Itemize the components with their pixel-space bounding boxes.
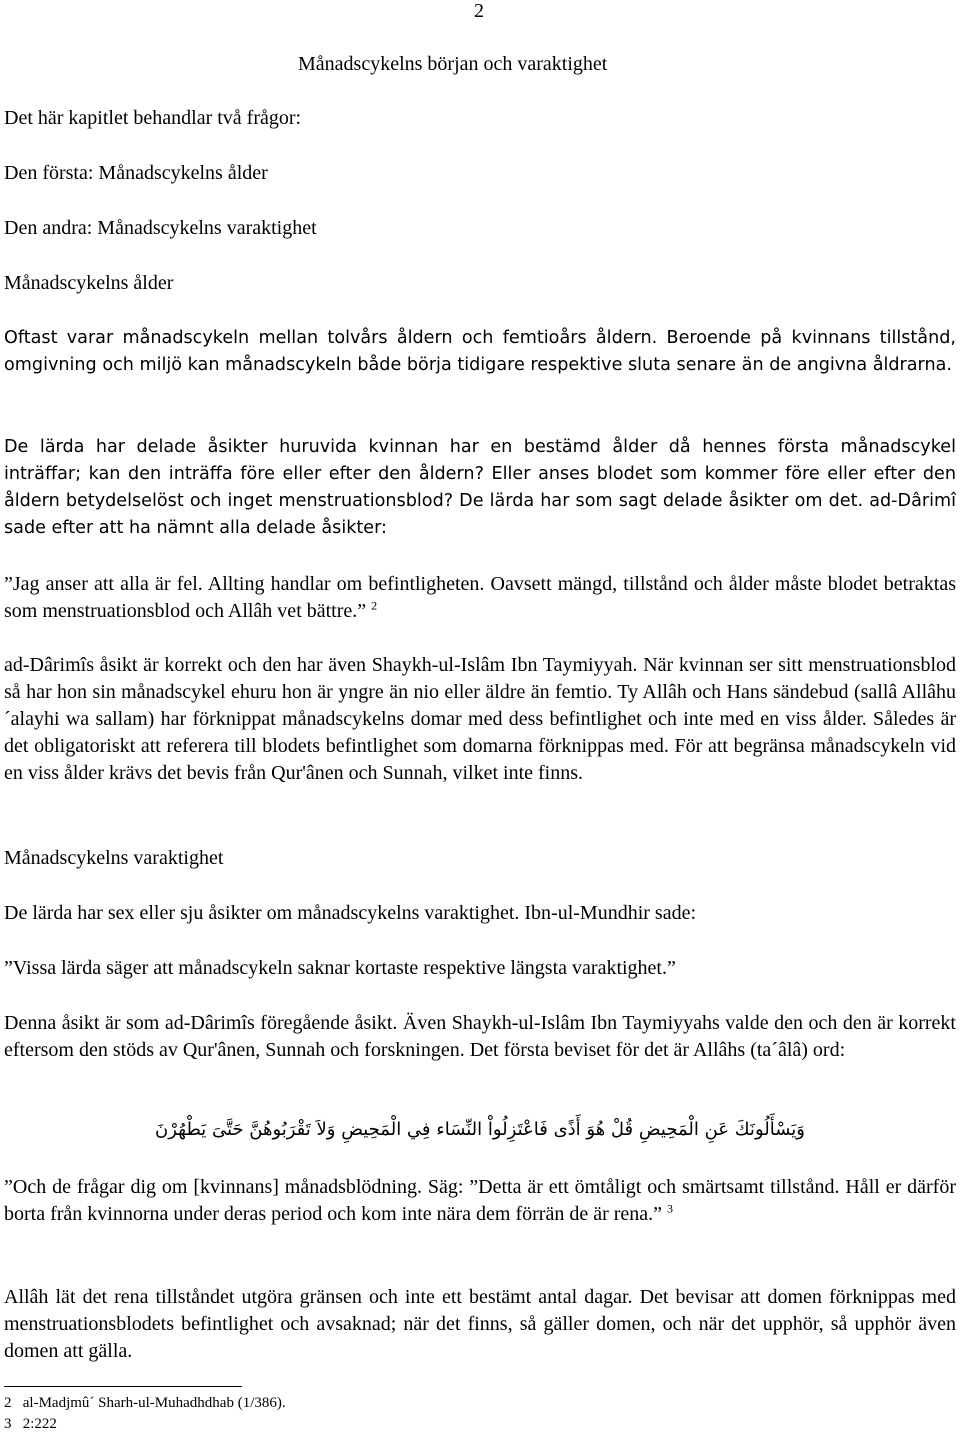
footnote-2-number: 2: [4, 1395, 12, 1411]
question-1: Den första: Månadscykelns ålder: [4, 162, 268, 184]
footnote-ref-2: 2: [371, 598, 378, 613]
paragraph-age-2: De lärda har delade åsikter huruvida kvinnan har en bestämd ålder då hennes första månadscykel inträffar; kan den inträffa före eller efter den åldern? Eller anses blodet som kommer före eller efter den åldern betydelselöst och inget menstruationsblod? De lärda har som sagt delade åsikter om det. ad-Dârimî sade efter att ha nämnt alla delade åsikter:: [4, 437, 956, 538]
quote-3-text: ”Och de frågar dig om [kvinnans] månadsblödning. Säg: ”Detta är ett ömtåligt och smärtsamt tillstånd. Håll er därför borta från kvinnorna under deras period och kom inte nära dem förrän de är rena.”: [4, 1176, 956, 1225]
paragraph-duration-3: Allâh lät det rena tillståndet utgöra gränsen och inte ett bestämt antal dagar. Det bevisar att domen förknippas med menstruationsblodets befintlighet och avsaknad; när det finns, så gäller domen, och när det upphör, så upphör även domen att gälla.: [4, 1286, 956, 1362]
footnote-3-text: 2:222: [22, 1416, 57, 1432]
paragraph-age-3: ad-Dârimîs åsikt är korrekt och den har även Shaykh-ul-Islâm Ibn Taymiyyah. När kvinnan ser sitt menstruationsblod så har hon sin månadscykel ehuru hon är yngre än nio eller äldre än femtio. Ty Allâh och Hans sändebud (sallâ Allâhu ´alayhi wa sallam) har förknippat månadscykelns domar med dess befintlighet och inte med en viss ålder. Således är det obligatoriskt att referera till blodets befintlighet som domarna förknippas med. För att begränsa månadscykeln vid en viss ålder krävs det bevis från Qur'ânen och Sunnah, vilket inte finns.: [4, 654, 956, 784]
quote-2: ”Vissa lärda säger att månadscykeln saknar kortaste respektive längsta varaktighet.”: [4, 957, 676, 979]
arabic-verse: وَيَسْأَلُونَكَ عَنِ الْمَحِيضِ قُلْ هُوَ أَذًى فَاعْتَزِلُواْ النِّسَاء فِي الْمَحِيضِ وَلاَ تَقْرَبُوهُنَّ حَتَّىَ يَطْهُرْنَ: [155, 1119, 805, 1140]
heading-age: Månadscykelns ålder: [4, 272, 174, 294]
quote-1: [4, 571, 956, 625]
footnote-3: [4, 1414, 504, 1435]
question-2: Den andra: Månadscykelns varaktighet: [4, 217, 317, 239]
paragraph-age-1: Oftast varar månadscykeln mellan tolvårs åldern och femtioårs åldern. Beroende på kvinnans tillstånd, omgivning och miljö kan månadscykeln både börja tidigare respektive sluta senare än de angivna åldrarna.: [4, 328, 956, 375]
chapter-title: Månadscykelns början och varaktighet: [298, 53, 608, 75]
footnote-ref-3: 3: [667, 1201, 674, 1216]
quote-1-text: ”Jag anser att alla är fel. Allting handlar om befintligheten. Oavsett mängd, tillstånd och ålder måste blodet betraktas som menstruationsblod och Allâh vet bättre.”: [4, 573, 956, 622]
footnote-2: [4, 1393, 504, 1414]
heading-duration: Månadscykelns varaktighet: [4, 847, 224, 869]
footnote-separator: [4, 1386, 242, 1387]
quote-3: [4, 1174, 956, 1228]
page-number: 2: [474, 0, 484, 22]
paragraph-duration-2: Denna åsikt är som ad-Dârimîs föregående åsikt. Även Shaykh-ul-Islâm Ibn Taymiyyahs valde den och den är korrekt eftersom den stöds av Qur'ânen, Sunnah och forskningen. Det första beviset för det är Allâhs (ta´âlâ) ord:: [4, 1012, 956, 1061]
footnote-2-text: al-Madjmû´ Sharh-ul-Muhadhdhab (1/386).: [22, 1395, 286, 1411]
intro-text: Det här kapitlet behandlar två frågor:: [4, 107, 302, 129]
paragraph-duration-1: De lärda har sex eller sju åsikter om månadscykelns varaktighet. Ibn-ul-Mundhir sade:: [4, 902, 697, 924]
footnote-3-number: 3: [4, 1416, 12, 1432]
